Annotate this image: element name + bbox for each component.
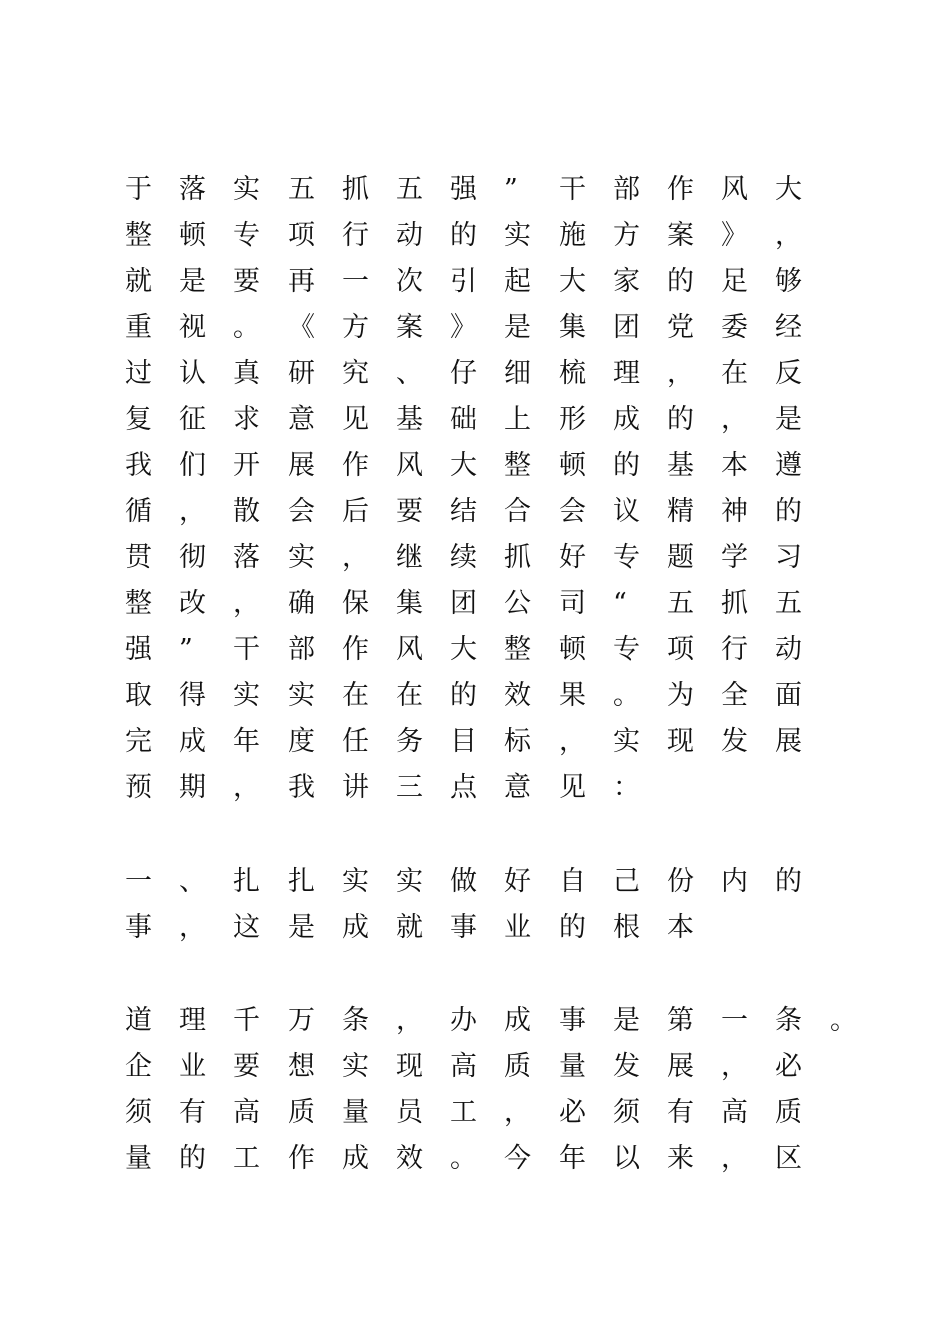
text-char: 委 bbox=[721, 312, 748, 343]
text-char: 公 bbox=[504, 588, 531, 619]
text-char: 续 bbox=[450, 542, 477, 573]
text-char: 整 bbox=[125, 220, 152, 251]
text-char: 五 bbox=[667, 588, 694, 619]
text-char: 实 bbox=[233, 680, 260, 711]
text-char: 自 bbox=[559, 866, 586, 897]
text-char: 议 bbox=[613, 496, 640, 527]
text-char: 现 bbox=[396, 1051, 423, 1082]
text-char: 展 bbox=[288, 450, 315, 481]
text-char: 全 bbox=[721, 680, 748, 711]
text-char: 工 bbox=[233, 1143, 260, 1174]
text-char: 形 bbox=[559, 404, 586, 435]
text-char: 整 bbox=[504, 450, 531, 481]
text-char: 发 bbox=[721, 726, 748, 757]
text-char: 就 bbox=[125, 266, 152, 297]
text-char: 在 bbox=[342, 680, 369, 711]
text-char: 行 bbox=[721, 634, 748, 665]
text-char: 作 bbox=[667, 174, 694, 205]
text-char: 面 bbox=[775, 680, 802, 711]
text-char: 是 bbox=[288, 912, 315, 943]
text-char: 好 bbox=[559, 542, 586, 573]
text-char: 认 bbox=[179, 358, 206, 389]
text-char: 团 bbox=[450, 588, 477, 619]
text-char: 合 bbox=[504, 496, 531, 527]
text-char: 施 bbox=[559, 220, 586, 251]
text-char: 见 bbox=[342, 404, 369, 435]
text-char: 次 bbox=[396, 266, 423, 297]
text-char: ， bbox=[233, 588, 260, 619]
text-char: 五 bbox=[775, 588, 802, 619]
text-char: 。 bbox=[233, 312, 260, 343]
text-char: 引 bbox=[450, 266, 477, 297]
text-char: 是 bbox=[613, 1005, 640, 1036]
text-char: ， bbox=[233, 772, 260, 803]
text-char: 目 bbox=[450, 726, 477, 757]
text-char: 部 bbox=[288, 634, 315, 665]
text-char: ” bbox=[504, 174, 518, 205]
text-char: 专 bbox=[233, 220, 260, 251]
text-char: 要 bbox=[233, 266, 260, 297]
text-char: ， bbox=[721, 404, 748, 435]
text-char: 为 bbox=[667, 680, 694, 711]
text-char: ” bbox=[179, 634, 193, 665]
text-char: ： bbox=[613, 772, 640, 803]
text-char: 求 bbox=[233, 404, 260, 435]
text-char: 动 bbox=[396, 220, 423, 251]
text-char: ， bbox=[721, 1143, 748, 1174]
text-char: 。 bbox=[830, 1005, 857, 1036]
text-char: 》 bbox=[721, 220, 748, 251]
text-char: 起 bbox=[504, 266, 531, 297]
text-char: 见 bbox=[559, 772, 586, 803]
text-char: 效 bbox=[504, 680, 531, 711]
text-char: 好 bbox=[504, 866, 531, 897]
text-char: 务 bbox=[396, 726, 423, 757]
text-char: 继 bbox=[396, 542, 423, 573]
text-char: 须 bbox=[613, 1097, 640, 1128]
text-char: 点 bbox=[450, 772, 477, 803]
text-char: 内 bbox=[721, 866, 748, 897]
text-char: 视 bbox=[179, 312, 206, 343]
text-char: 办 bbox=[450, 1005, 477, 1036]
text-char: 强 bbox=[125, 634, 152, 665]
text-char: 理 bbox=[179, 1005, 206, 1036]
text-char: 司 bbox=[559, 588, 586, 619]
text-char: 专 bbox=[613, 542, 640, 573]
text-char: 有 bbox=[179, 1097, 206, 1128]
text-char: 足 bbox=[721, 266, 748, 297]
text-char: 成 bbox=[342, 1143, 369, 1174]
text-char: 会 bbox=[288, 496, 315, 527]
text-char: 质 bbox=[775, 1097, 802, 1128]
text-char: 根 bbox=[613, 912, 640, 943]
text-char: 实 bbox=[288, 680, 315, 711]
text-char: 己 bbox=[613, 866, 640, 897]
text-char: 抓 bbox=[342, 174, 369, 205]
text-char: 散 bbox=[233, 496, 260, 527]
text-char: 展 bbox=[667, 1051, 694, 1082]
text-char: 是 bbox=[504, 312, 531, 343]
text-char: ， bbox=[721, 1051, 748, 1082]
text-char: 以 bbox=[613, 1143, 640, 1174]
text-char: 效 bbox=[396, 1143, 423, 1174]
text-char: 事 bbox=[559, 1005, 586, 1036]
text-char: 项 bbox=[667, 634, 694, 665]
text-char: ， bbox=[775, 220, 802, 251]
text-char: 果 bbox=[559, 680, 586, 711]
text-char: 业 bbox=[504, 912, 531, 943]
text-char: 彻 bbox=[179, 542, 206, 573]
text-char: 遵 bbox=[775, 450, 802, 481]
text-char: 大 bbox=[450, 634, 477, 665]
text-char: 的 bbox=[613, 450, 640, 481]
text-char: 习 bbox=[775, 542, 802, 573]
text-char: 经 bbox=[775, 312, 802, 343]
text-char: 意 bbox=[288, 404, 315, 435]
text-char: 今 bbox=[504, 1143, 531, 1174]
text-char: 。 bbox=[613, 680, 640, 711]
text-char: 实 bbox=[504, 220, 531, 251]
text-char: 取 bbox=[125, 680, 152, 711]
text-char: 事 bbox=[125, 912, 152, 943]
text-char: 高 bbox=[721, 1097, 748, 1128]
text-char: 期 bbox=[179, 772, 206, 803]
text-char: 实 bbox=[613, 726, 640, 757]
text-char: 来 bbox=[667, 1143, 694, 1174]
text-char: 一 bbox=[721, 1005, 748, 1036]
text-char: 成 bbox=[179, 726, 206, 757]
text-char: 成 bbox=[342, 912, 369, 943]
text-char: 基 bbox=[396, 404, 423, 435]
text-char: 落 bbox=[233, 542, 260, 573]
text-char: ， bbox=[342, 542, 369, 573]
text-char: 的 bbox=[667, 404, 694, 435]
text-char: 扎 bbox=[233, 866, 260, 897]
text-char: 顿 bbox=[179, 220, 206, 251]
text-char: 须 bbox=[125, 1097, 152, 1128]
text-char: 于 bbox=[125, 174, 152, 205]
text-char: 风 bbox=[396, 634, 423, 665]
text-char: 细 bbox=[504, 358, 531, 389]
text-char: 展 bbox=[775, 726, 802, 757]
text-char: 我 bbox=[125, 450, 152, 481]
text-char: ， bbox=[396, 1005, 423, 1036]
text-char: 理 bbox=[613, 358, 640, 389]
text-char: 反 bbox=[775, 358, 802, 389]
text-char: 三 bbox=[396, 772, 423, 803]
text-char: 是 bbox=[179, 266, 206, 297]
text-char: 循 bbox=[125, 496, 152, 527]
text-char: 是 bbox=[775, 404, 802, 435]
text-char: 五 bbox=[396, 174, 423, 205]
text-char: 事 bbox=[450, 912, 477, 943]
text-char: 作 bbox=[342, 634, 369, 665]
text-char: ， bbox=[559, 726, 586, 757]
text-char: 的 bbox=[450, 220, 477, 251]
text-char: 结 bbox=[450, 496, 477, 527]
text-char: 神 bbox=[721, 496, 748, 527]
text-char: 上 bbox=[504, 404, 531, 435]
text-char: 抓 bbox=[504, 542, 531, 573]
text-char: 做 bbox=[450, 866, 477, 897]
text-char: 整 bbox=[125, 588, 152, 619]
text-char: 的 bbox=[667, 266, 694, 297]
text-char: 作 bbox=[288, 1143, 315, 1174]
text-char: 区 bbox=[775, 1143, 802, 1174]
text-char: 必 bbox=[559, 1097, 586, 1128]
text-char: 份 bbox=[667, 866, 694, 897]
text-char: 改 bbox=[179, 588, 206, 619]
text-char: 量 bbox=[342, 1097, 369, 1128]
text-char: 千 bbox=[233, 1005, 260, 1036]
text-char: 大 bbox=[450, 450, 477, 481]
text-char: 顿 bbox=[559, 450, 586, 481]
text-char: 的 bbox=[450, 680, 477, 711]
text-char: 集 bbox=[396, 588, 423, 619]
text-char: 再 bbox=[288, 266, 315, 297]
text-char: 意 bbox=[504, 772, 531, 803]
text-char: 要 bbox=[396, 496, 423, 527]
text-char: 方 bbox=[342, 312, 369, 343]
text-char: 完 bbox=[125, 726, 152, 757]
text-char: 风 bbox=[396, 450, 423, 481]
text-char: 实 bbox=[342, 1051, 369, 1082]
text-char: 精 bbox=[667, 496, 694, 527]
text-char: 质 bbox=[504, 1051, 531, 1082]
text-char: 整 bbox=[504, 634, 531, 665]
text-char: 行 bbox=[342, 220, 369, 251]
text-char: 会 bbox=[559, 496, 586, 527]
text-char: 干 bbox=[233, 634, 260, 665]
text-char: 发 bbox=[613, 1051, 640, 1082]
text-char: 高 bbox=[233, 1097, 260, 1128]
text-char: 必 bbox=[775, 1051, 802, 1082]
text-char: 项 bbox=[288, 220, 315, 251]
text-char: 量 bbox=[125, 1143, 152, 1174]
text-char: 》 bbox=[450, 312, 477, 343]
text-char: 案 bbox=[396, 312, 423, 343]
text-char: 够 bbox=[775, 266, 802, 297]
text-char: 重 bbox=[125, 312, 152, 343]
text-char: 本 bbox=[721, 450, 748, 481]
text-char: 大 bbox=[775, 174, 802, 205]
text-char: 贯 bbox=[125, 542, 152, 573]
text-char: 案 bbox=[667, 220, 694, 251]
text-char: 道 bbox=[125, 1005, 152, 1036]
text-char: ， bbox=[667, 358, 694, 389]
text-char: 现 bbox=[667, 726, 694, 757]
text-char: “ bbox=[613, 588, 627, 619]
text-char: 成 bbox=[504, 1005, 531, 1036]
text-char: 作 bbox=[342, 450, 369, 481]
text-char: 就 bbox=[396, 912, 423, 943]
text-char: 大 bbox=[559, 266, 586, 297]
text-char: 落 bbox=[179, 174, 206, 205]
text-char: 强 bbox=[450, 174, 477, 205]
text-char: 的 bbox=[775, 866, 802, 897]
text-char: 学 bbox=[721, 542, 748, 573]
text-char: 确 bbox=[288, 588, 315, 619]
text-char: 党 bbox=[667, 312, 694, 343]
text-char: 讲 bbox=[342, 772, 369, 803]
text-char: 、 bbox=[179, 866, 206, 897]
text-char: 企 bbox=[125, 1051, 152, 1082]
text-char: 度 bbox=[288, 726, 315, 757]
text-char: 们 bbox=[179, 450, 206, 481]
text-char: 条 bbox=[775, 1005, 802, 1036]
text-char: 、 bbox=[396, 358, 423, 389]
text-char: 抓 bbox=[721, 588, 748, 619]
text-char: 究 bbox=[342, 358, 369, 389]
text-char: 研 bbox=[288, 358, 315, 389]
text-char: 专 bbox=[613, 634, 640, 665]
text-char: 这 bbox=[233, 912, 260, 943]
text-char: 一 bbox=[342, 266, 369, 297]
text-char: 得 bbox=[179, 680, 206, 711]
text-char: ， bbox=[504, 1097, 531, 1128]
text-char: 复 bbox=[125, 404, 152, 435]
text-char: 在 bbox=[396, 680, 423, 711]
text-char: 征 bbox=[179, 404, 206, 435]
text-char: 的 bbox=[559, 912, 586, 943]
text-char: 预 bbox=[125, 772, 152, 803]
text-char: 年 bbox=[233, 726, 260, 757]
text-char: 实 bbox=[288, 542, 315, 573]
text-char: 要 bbox=[233, 1051, 260, 1082]
text-char: 我 bbox=[288, 772, 315, 803]
text-char: 想 bbox=[288, 1051, 315, 1082]
text-char: 第 bbox=[667, 1005, 694, 1036]
text-char: 成 bbox=[613, 404, 640, 435]
text-char: 风 bbox=[721, 174, 748, 205]
text-char: 。 bbox=[450, 1143, 477, 1174]
text-char: 的 bbox=[775, 496, 802, 527]
text-char: 业 bbox=[179, 1051, 206, 1082]
text-char: 有 bbox=[667, 1097, 694, 1128]
text-char: 量 bbox=[559, 1051, 586, 1082]
text-char: 仔 bbox=[450, 358, 477, 389]
text-char: 在 bbox=[721, 358, 748, 389]
text-char: 方 bbox=[613, 220, 640, 251]
text-char: 后 bbox=[342, 496, 369, 527]
text-char: 基 bbox=[667, 450, 694, 481]
text-char: 家 bbox=[613, 266, 640, 297]
text-char: 条 bbox=[342, 1005, 369, 1036]
text-char: 础 bbox=[450, 404, 477, 435]
text-char: 任 bbox=[342, 726, 369, 757]
text-char: 顿 bbox=[559, 634, 586, 665]
text-char: 标 bbox=[504, 726, 531, 757]
text-char: 团 bbox=[613, 312, 640, 343]
text-char: 高 bbox=[450, 1051, 477, 1082]
text-char: 万 bbox=[288, 1005, 315, 1036]
text-char: 《 bbox=[288, 312, 315, 343]
text-char: 扎 bbox=[288, 866, 315, 897]
text-char: 工 bbox=[450, 1097, 477, 1128]
text-char: 梳 bbox=[559, 358, 586, 389]
text-char: 本 bbox=[667, 912, 694, 943]
text-char: 年 bbox=[559, 1143, 586, 1174]
text-char: 员 bbox=[396, 1097, 423, 1128]
text-char: 一 bbox=[125, 866, 152, 897]
text-char: 实 bbox=[396, 866, 423, 897]
text-char: 部 bbox=[613, 174, 640, 205]
text-char: 开 bbox=[233, 450, 260, 481]
text-char: ， bbox=[179, 496, 206, 527]
text-char: 干 bbox=[559, 174, 586, 205]
text-char: 实 bbox=[233, 174, 260, 205]
text-char: 保 bbox=[342, 588, 369, 619]
text-char: 真 bbox=[233, 358, 260, 389]
text-char: 质 bbox=[288, 1097, 315, 1128]
text-char: 实 bbox=[342, 866, 369, 897]
text-char: 集 bbox=[559, 312, 586, 343]
text-char: 动 bbox=[775, 634, 802, 665]
text-char: 过 bbox=[125, 358, 152, 389]
text-char: ， bbox=[179, 912, 206, 943]
text-char: 五 bbox=[288, 174, 315, 205]
text-char: 题 bbox=[667, 542, 694, 573]
text-char: 的 bbox=[179, 1143, 206, 1174]
